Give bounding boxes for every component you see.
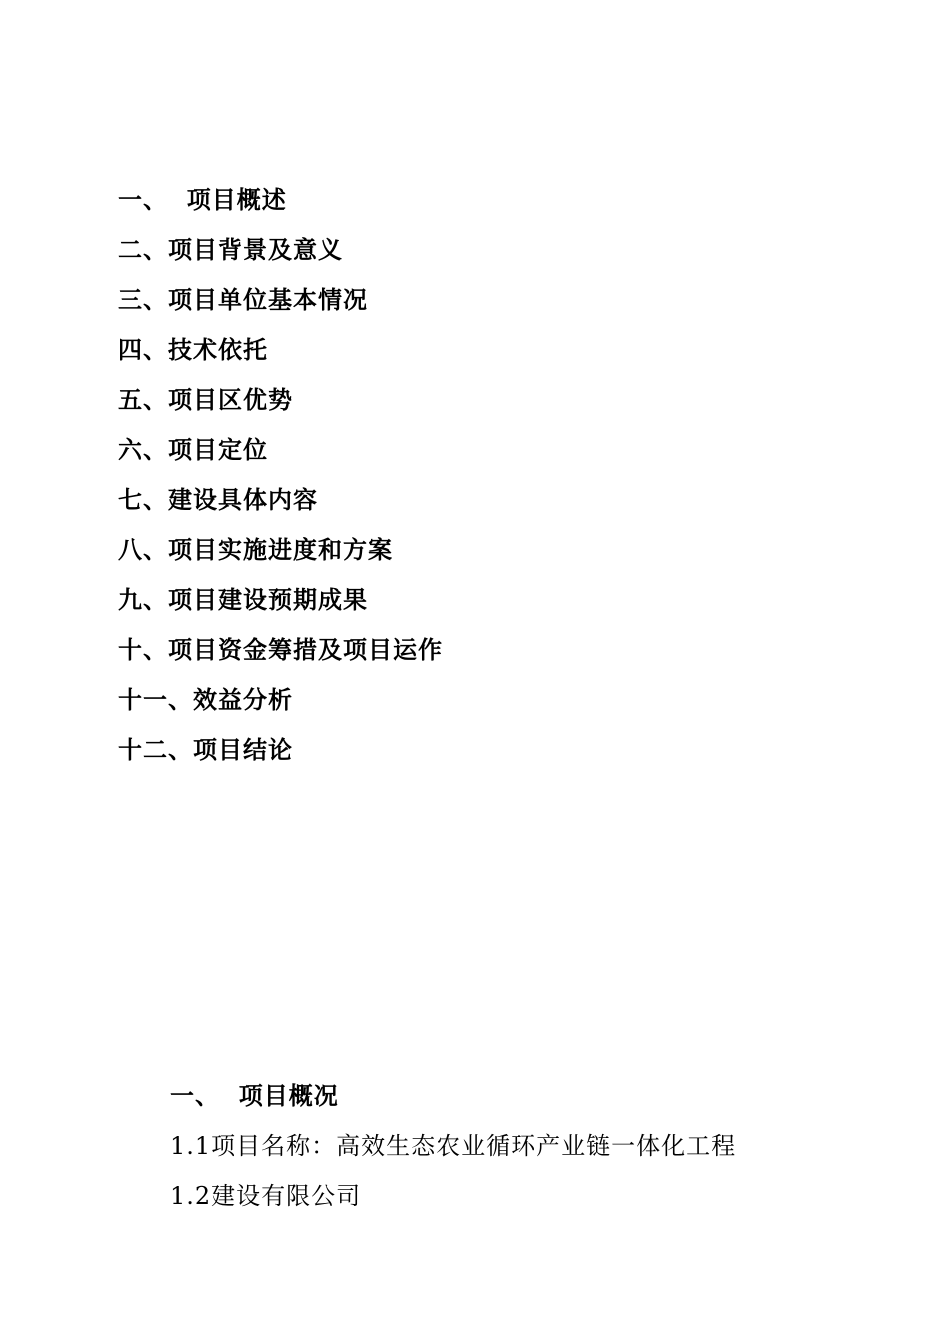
toc-item-construction: 七、建设具体内容 bbox=[118, 485, 318, 514]
toc-item-funding: 十、项目资金筹措及项目运作 bbox=[118, 635, 443, 664]
project-name-line: 1.1项目名称：高效生态农业循环产业链一体化工程 bbox=[170, 1132, 737, 1160]
toc-item-benefits: 十一、效益分析 bbox=[118, 685, 293, 714]
toc-item-schedule: 八、项目实施进度和方案 bbox=[118, 535, 393, 564]
toc-item-technology: 四、技术依托 bbox=[118, 335, 268, 364]
toc-item-positioning: 六、项目定位 bbox=[118, 435, 268, 464]
toc-item-outcomes: 九、项目建设预期成果 bbox=[118, 585, 368, 614]
section-heading: 一、 项目概况 bbox=[170, 1081, 339, 1110]
toc-item-organization: 三、项目单位基本情况 bbox=[118, 285, 368, 314]
company-line: 1.2建设有限公司 bbox=[170, 1182, 362, 1210]
project-overview-section bbox=[170, 1076, 736, 1226]
toc-item-overview: 一、 项目概述 bbox=[118, 185, 287, 214]
table-of-contents bbox=[118, 180, 443, 780]
toc-item-conclusion: 十二、项目结论 bbox=[118, 735, 293, 764]
toc-item-background: 二、项目背景及意义 bbox=[118, 235, 343, 264]
toc-item-advantages: 五、项目区优势 bbox=[118, 385, 293, 414]
